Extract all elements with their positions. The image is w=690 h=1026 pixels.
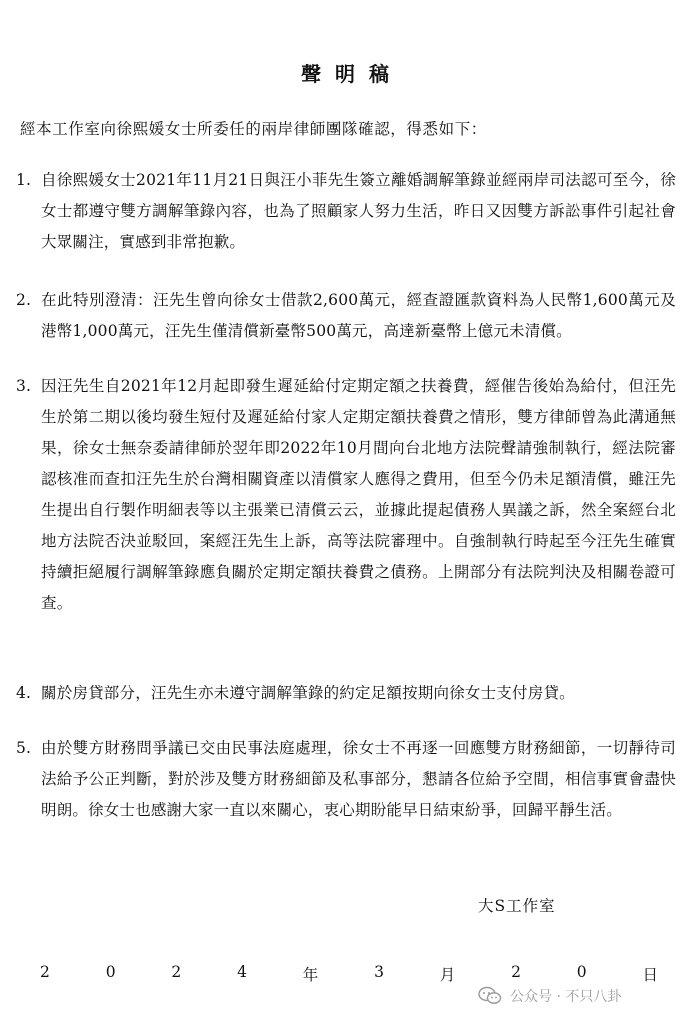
item-text: 因汪先生自2021年12月起即發生遲延給付定期定額之扶養費，經催告後始為給付，但汪先生於第二期以後均發生短付及遲延給付家人定期定額扶養費之情形，雙方律師曾為此溝通無果，徐女士無奈委請律師於翌年即2022年10月間向台北地方法院聲請強制執行，經法院審認核准而查扣汪先生於台灣相關資產以清償家人應得之費用，但至今仍未足額清償，雖汪先生提出自行製作明細表等以主張業已清償云云，並據此提起債務人異議之訴，然全案經台北地方法院否決並駁回，案經汪先生上訴，高等法院審理中。自強制執行時起至今汪先生確實持續拒絕履行調解筆錄應負關於定期定額扶養費之債務。上開部分有法院判決及相關卷證可查。 <box>41 377 676 612</box>
date-char: 2 <box>40 963 50 981</box>
date-char: 2 <box>171 963 182 981</box>
signature: 大S工作室 <box>478 897 556 915</box>
date-char: 3 <box>374 963 384 981</box>
item-text: 自徐熙媛女士2021年11月21日與汪小菲先生簽立離婚調解筆錄並經兩岸司法認可至今，徐女士都遵守雙方調解筆錄內容，也為了照顧家人努力生活，昨日又因雙方訴訟事件引起社會大眾關注，實感到非常抱歉。 <box>41 171 676 251</box>
list-item <box>16 678 676 709</box>
item-number: 3. <box>16 377 32 395</box>
date-char: 年 <box>302 966 319 984</box>
intro-paragraph: 經本工作室向徐熙媛女士所委任的兩岸律師團隊確認，得悉如下： <box>20 120 487 138</box>
date-char: 日 <box>642 966 658 984</box>
list-item <box>16 165 676 258</box>
wechat-official-account-icon <box>478 986 502 1006</box>
item-text: 由於雙方財務問爭議已交由民事法庭處理，徐女士不再逐一回應雙方財務細節，一切靜待司法給予公正判斷，對於涉及雙方財務細節及私事部分，懇請各位給予空間，相信事實會盡快明朗。徐女士也感謝大家一直以來關心，衷心期盼能早日結束紛爭，回歸平靜生活。 <box>41 739 676 819</box>
list-item <box>16 733 676 826</box>
item-number: 2. <box>16 291 32 309</box>
watermark-text: 公众号 · 不只八卦 <box>510 989 622 1005</box>
list-item <box>16 285 676 347</box>
date-char: 2 <box>511 963 521 981</box>
item-number: 4. <box>16 684 32 702</box>
item-text: 關於房貸部分，汪先生亦未遵守調解筆錄的約定足額按期向徐女士支付房貸。 <box>41 684 575 702</box>
item-number: 5. <box>16 739 32 757</box>
document-title: 聲明稿 <box>301 62 403 86</box>
date-char: 月 <box>439 966 456 984</box>
list-item <box>16 371 676 619</box>
watermark <box>478 986 621 1006</box>
date-char: 0 <box>576 963 587 981</box>
item-number: 1. <box>16 171 32 189</box>
date-char: 0 <box>105 963 116 981</box>
date-line <box>40 963 658 985</box>
item-text: 在此特別澄清：汪先生曾向徐女士借款2,600萬元，經查證匯款資料為人民幣1,600萬元及港幣1,000萬元，汪先生僅清償新臺幣500萬元，高達新臺幣上億元未清償。 <box>41 291 676 340</box>
date-char: 4 <box>237 963 247 981</box>
